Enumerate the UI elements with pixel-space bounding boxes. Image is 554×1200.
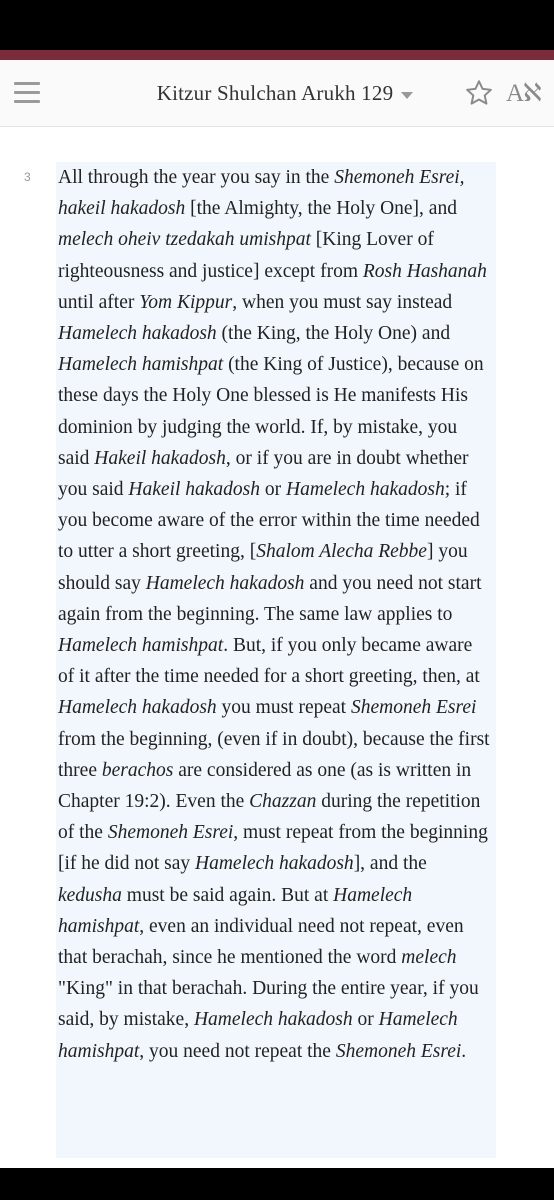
text-segment[interactable]	[56, 162, 496, 1158]
system-navigation-bar	[0, 1168, 554, 1200]
italic-term: Chazzan	[249, 791, 317, 813]
segment-number: 3	[24, 170, 31, 184]
status-bar	[0, 0, 554, 50]
italic-term: kedusha	[58, 884, 122, 906]
italic-term: Hamelech hakadosh	[58, 697, 217, 719]
text-run: until after	[58, 291, 140, 313]
text-run: ] you should say	[58, 541, 468, 594]
text-run: you must repeat	[216, 697, 351, 719]
text-run: [the Almighty, the Holy One], and	[185, 198, 457, 220]
italic-term: Hamelech hakadosh	[286, 479, 445, 501]
italic-term: Hakeil hakadosh	[128, 479, 261, 501]
text-run: (the King, the Holy One) and	[216, 323, 451, 345]
text-run: , or if you are in doubt whether you said	[58, 447, 469, 501]
italic-term: Hamelech hamishpat	[58, 1009, 458, 1062]
text-run: [King Lover of righteousness and justice] except from	[58, 229, 434, 282]
text-run: , even an individual need not repeat, even that berachah, since he mentioned the word	[58, 915, 464, 969]
italic-term: Rosh Hashanah	[362, 260, 487, 282]
text-run: All through the year you say in the	[58, 167, 335, 188]
text-run: from the beginning, (even if in doubt), because the first three	[58, 728, 490, 781]
italic-term: Shemoneh Esrei	[107, 822, 234, 844]
text-run: , when you must say instead	[232, 291, 453, 313]
italic-term: Hamelech hamishpat	[58, 635, 224, 657]
text-run: (the King of Justice), because on these days the Holy One blessed is He manifests His dominion by judging the world. If, by mistake, you said	[58, 354, 484, 469]
italic-term: Shemoneh Esrei, hakeil hakadosh	[58, 167, 465, 220]
italic-term: melech	[401, 947, 457, 969]
italic-term: Hamelech hakadosh	[193, 1009, 353, 1031]
text-run: or	[260, 479, 287, 501]
italic-term: berachos	[101, 759, 174, 781]
star-outline-icon[interactable]	[464, 78, 496, 110]
caret-down-icon	[401, 92, 413, 99]
text-run: "King" in that berachah. During the entire year, if you said, by mistake,	[58, 978, 479, 1031]
italic-term: Hakeil hakadosh	[94, 447, 226, 469]
text-run: are considered as one (as is written in Chapter 19:2). Even the	[58, 759, 472, 813]
page-title: Kitzur Shulchan Arukh 129	[156, 80, 394, 105]
accent-bar	[0, 50, 554, 60]
text-run: , must repeat from the beginning [if he did not say	[58, 822, 488, 875]
text-title-dropdown[interactable]	[140, 78, 430, 108]
italic-term: Hamelech hamishpat	[58, 884, 413, 937]
text-run: or	[352, 1009, 379, 1031]
text-run: ], and the	[353, 853, 427, 875]
segment-text	[58, 162, 492, 1067]
text-run: ; if you become aware of the error within the time needed to utter a short greeting, [	[58, 479, 480, 563]
italic-term: melech oheiv tzedakah umishpat	[58, 229, 311, 251]
italic-term: Hamelech hakadosh	[58, 323, 217, 345]
text-run: . But, if you only became aware of it after the time needed for a short greeting, then, at	[58, 635, 480, 688]
italic-term: Yom Kippur	[139, 291, 233, 313]
hamburger-menu-icon[interactable]	[14, 82, 40, 104]
text-run: during the repetition of the	[58, 791, 481, 844]
text-run: , you need not repeat the	[139, 1040, 336, 1062]
text-run: and you need not start again from the beginning. The same law applies to	[58, 572, 482, 625]
reader-header	[0, 60, 554, 127]
italic-term: Hamelech hakadosh	[195, 853, 354, 875]
text-run: must be said again. But at	[121, 884, 334, 906]
italic-term: Shalom Alecha Rebbe	[256, 541, 427, 563]
italic-term: Shemoneh Esrei	[350, 697, 477, 719]
italic-term: Shemoneh Esrei	[335, 1040, 462, 1062]
italic-term: Hamelech hamishpat	[58, 354, 224, 376]
text-run: .	[461, 1040, 467, 1062]
italic-term: Hamelech hakadosh	[145, 572, 305, 594]
language-toggle-icon[interactable]: Aℵ	[506, 80, 541, 107]
